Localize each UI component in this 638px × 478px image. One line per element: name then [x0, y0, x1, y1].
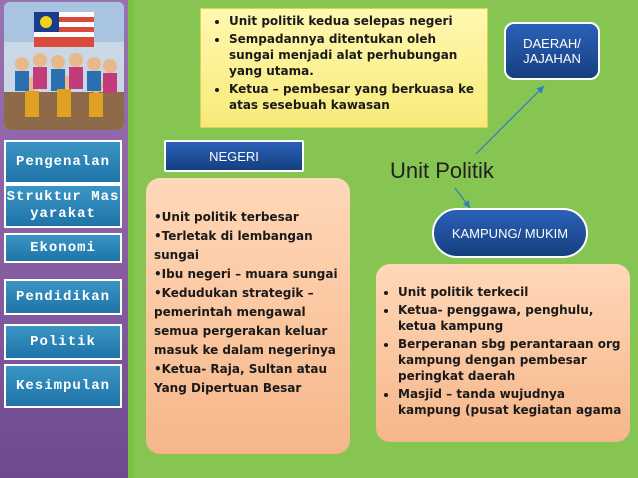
- daerah-point: • Unit politik kedua selepas negeri: [229, 13, 481, 29]
- negeri-point: •Unit politik terbesar: [154, 210, 299, 224]
- nav-politik-button[interactable]: Politik: [4, 324, 122, 360]
- kampung-point: • Masjid – tanda wujudnya kampung (pusat kegiatan agama: [398, 386, 624, 418]
- arrow-to-kampung: [455, 188, 470, 208]
- kampung-point: • Berperanan sbg perantaraan org kampung dengan pembesar peringkat daerah: [398, 336, 624, 384]
- daerah-point: • Sempadannya ditentukan oleh sungai menjadi alat perhubungan yang utama.: [229, 31, 481, 79]
- nav-kesimpulan-button[interactable]: Kesimpulan: [4, 364, 122, 408]
- nav-pengenalan-button[interactable]: Pengenalan: [4, 140, 122, 184]
- daerah-node: DAERAH/ JAJAHAN: [504, 22, 600, 80]
- nav-struktur-masyarakat-button[interactable]: Struktur Masyarakat: [4, 184, 122, 228]
- kampung-info-box: [376, 264, 630, 442]
- nav-ekonomi-button[interactable]: Ekonomi: [4, 233, 122, 263]
- negeri-info-box: [146, 178, 350, 454]
- daerah-point: • Ketua – pembesar yang berkuasa ke atas sesebuah kawasan: [229, 81, 481, 113]
- kampung-node: KAMPUNG/ MUKIM: [432, 208, 588, 258]
- nav-pendidikan-button[interactable]: Pendidikan: [4, 279, 122, 315]
- negeri-point: •Ketua- Raja, Sultan atau Yang Dipertuan Besar: [154, 362, 328, 395]
- kampung-point: • Unit politik terkecil: [398, 284, 624, 300]
- center-title: Unit Politik: [390, 158, 494, 183]
- negeri-point: •Kedudukan strategik – pemerintah mengawal semua pergerakan keluar masuk ke dalam negerinya: [154, 286, 336, 357]
- negeri-node: NEGERI: [164, 140, 304, 172]
- kampung-point: • Ketua- penggawa, penghulu, ketua kampung: [398, 302, 624, 334]
- daerah-info-box: [200, 8, 488, 128]
- negeri-point: •Ibu negeri – muara sungai: [154, 267, 338, 281]
- negeri-point: •Terletak di lembangan sungai: [154, 229, 313, 262]
